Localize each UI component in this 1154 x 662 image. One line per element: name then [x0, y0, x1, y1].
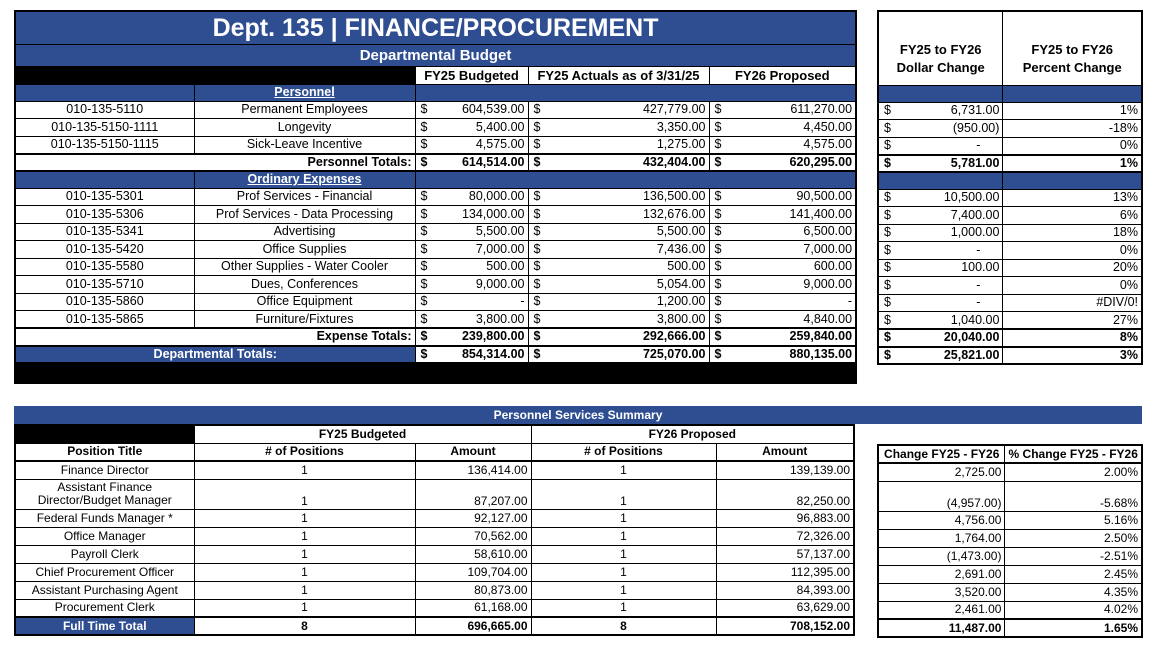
dollar-change: 6,731.00 [898, 102, 1003, 120]
fy25-budgeted-amount: - [435, 293, 528, 311]
position-pct-change: 2.50% [1005, 529, 1142, 547]
personnel-row [15, 136, 856, 154]
account-number: 010-135-5710 [15, 276, 194, 294]
footer-bar [15, 363, 856, 383]
dollar-change: (950.00) [898, 120, 1003, 138]
fy25-positions: 1 [194, 527, 415, 545]
dollar-sign: $ [528, 328, 548, 346]
dollar-change: 20,040.00 [898, 329, 1003, 347]
expenses-row [15, 258, 856, 276]
fy26-amount: 112,395.00 [716, 563, 854, 581]
account-number: 010-135-5860 [15, 293, 194, 311]
position-change-row [878, 481, 1142, 511]
section-spacer [415, 171, 856, 188]
percent-change: 20% [1003, 259, 1142, 277]
col-fy25-budgeted: FY25 Budgeted [415, 66, 528, 84]
section-spacer [878, 172, 1003, 189]
dollar-sign: $ [415, 276, 435, 294]
total-pct-change: 1.65% [1005, 619, 1142, 637]
personnel-change-row [878, 102, 1142, 120]
dollar-sign: $ [528, 223, 548, 241]
total-change: 11,487.00 [878, 619, 1005, 637]
dollar-change: 100.00 [898, 259, 1003, 277]
dollar-sign: $ [878, 259, 898, 277]
expenses-change-row [878, 189, 1142, 207]
total-fy26-amount: 708,152.00 [716, 617, 854, 635]
fy25-amount: 109,704.00 [415, 563, 531, 581]
expenses-row [15, 311, 856, 329]
position-title: Assistant Finance Director/Budget Manager [15, 479, 194, 509]
expenses-change-row [878, 294, 1142, 312]
fy26-proposed-amount: 4,450.00 [729, 119, 856, 137]
fy26-proposed-amount: 4,575.00 [729, 136, 856, 154]
fy26-amount: 63,629.00 [716, 599, 854, 617]
percent-change: 3% [1003, 347, 1142, 365]
personnel-section-label: Personnel [194, 84, 415, 101]
dollar-sign: $ [415, 223, 435, 241]
expenses-row [15, 188, 856, 206]
col-percent-change: FY25 to FY26 Percent Change [1003, 11, 1142, 85]
dollar-sign: $ [878, 102, 898, 120]
expenses-row [15, 276, 856, 294]
section-spacer [15, 84, 194, 101]
position-title: Office Manager [15, 527, 194, 545]
position-change: 2,725.00 [878, 463, 1005, 481]
dollar-sign: $ [528, 241, 548, 259]
fy25-actuals-amount: 427,779.00 [548, 101, 709, 119]
fy26-proposed-amount: 90,500.00 [729, 188, 856, 206]
dollar-sign: $ [709, 293, 729, 311]
total-fy26-positions: 8 [531, 617, 716, 635]
fy26-proposed-amount: 611,270.00 [729, 101, 856, 119]
section-spacer [1003, 172, 1142, 189]
dollar-sign: $ [709, 101, 729, 119]
fy26-amount: 82,250.00 [716, 479, 854, 509]
col-fy26-positions: # of Positions [531, 443, 716, 461]
dollar-sign: $ [528, 276, 548, 294]
position-change-row [878, 601, 1142, 619]
fy26-proposed-amount: 6,500.00 [729, 223, 856, 241]
expenses-change-row [878, 312, 1142, 330]
section-spacer [415, 84, 856, 101]
dollar-sign: $ [709, 206, 729, 224]
fy25-budgeted-amount: 4,575.00 [435, 136, 528, 154]
fy25-actuals-amount: 3,800.00 [548, 311, 709, 329]
account-number: 010-135-5580 [15, 258, 194, 276]
budget-subtitle: Departmental Budget [15, 44, 856, 66]
col-dollar-change: FY25 to FY26 Dollar Change [878, 11, 1003, 85]
fy25-budgeted-amount: 7,000.00 [435, 241, 528, 259]
dollar-sign: $ [528, 101, 548, 119]
fy26-positions: 1 [531, 509, 716, 527]
line-description: Other Supplies - Water Cooler [194, 258, 415, 276]
dollar-sign: $ [415, 119, 435, 137]
position-title: Chief Procurement Officer [15, 563, 194, 581]
percent-change: -18% [1003, 120, 1142, 138]
fy25-amount: 92,127.00 [415, 509, 531, 527]
fy26-proposed-amount: 259,840.00 [729, 328, 856, 346]
personnel-section-header [15, 84, 856, 101]
dollar-sign: $ [878, 189, 898, 207]
position-change: 1,764.00 [878, 529, 1005, 547]
dollar-sign: $ [528, 346, 548, 364]
expenses-row [15, 223, 856, 241]
percent-change: 6% [1003, 207, 1142, 225]
line-description: Office Supplies [194, 241, 415, 259]
position-title: Procurement Clerk [15, 599, 194, 617]
dollar-sign: $ [415, 154, 435, 172]
line-description: Longevity [194, 119, 415, 137]
departmental-change-total-row [878, 347, 1142, 365]
dollar-sign: $ [878, 329, 898, 347]
dollar-sign: $ [528, 293, 548, 311]
dollar-change: 25,821.00 [898, 347, 1003, 365]
dollar-change: 1,040.00 [898, 312, 1003, 330]
position-row [15, 545, 854, 563]
expenses-row [15, 206, 856, 224]
fy25-budgeted-amount: 5,400.00 [435, 119, 528, 137]
expenses-section-label: Ordinary Expenses [194, 171, 415, 188]
position-row [15, 527, 854, 545]
fy25-actuals-amount: 500.00 [548, 258, 709, 276]
percent-change: 1% [1003, 155, 1142, 173]
fy25-amount: 136,414.00 [415, 461, 531, 479]
position-title: Federal Funds Manager * [15, 509, 194, 527]
dollar-change: - [898, 277, 1003, 295]
col-fy25-positions: # of Positions [194, 443, 415, 461]
fy26-proposed-amount: 9,000.00 [729, 276, 856, 294]
fy25-amount: 87,207.00 [415, 479, 531, 509]
dollar-sign: $ [528, 188, 548, 206]
budget-footer-bar [15, 363, 856, 383]
position-title: Assistant Purchasing Agent [15, 581, 194, 599]
fy26-amount: 84,393.00 [716, 581, 854, 599]
fy25-budgeted-amount: 9,000.00 [435, 276, 528, 294]
col-fy26-amount: Amount [716, 443, 854, 461]
fy25-amount: 61,168.00 [415, 599, 531, 617]
account-number: 010-135-5150-1115 [15, 136, 194, 154]
fy25-actuals-amount: 5,500.00 [548, 223, 709, 241]
fy26-amount: 96,883.00 [716, 509, 854, 527]
dollar-sign: $ [528, 311, 548, 329]
dollar-change: 5,781.00 [898, 155, 1003, 173]
fy25-amount: 58,610.00 [415, 545, 531, 563]
percent-change: 13% [1003, 189, 1142, 207]
header-spacer [15, 66, 415, 84]
expenses-change-row [878, 259, 1142, 277]
dollar-sign: $ [878, 155, 898, 173]
expenses-total-label: Expense Totals: [15, 328, 415, 346]
fy26-positions: 1 [531, 563, 716, 581]
account-number: 010-135-5341 [15, 223, 194, 241]
account-number: 010-135-5150-1111 [15, 119, 194, 137]
fy25-actuals-amount: 132,676.00 [548, 206, 709, 224]
dollar-sign: $ [415, 136, 435, 154]
position-pct-change: 4.35% [1005, 583, 1142, 601]
account-number: 010-135-5420 [15, 241, 194, 259]
fy25-actuals-amount: 1,200.00 [548, 293, 709, 311]
position-change-row [878, 511, 1142, 529]
dollar-sign: $ [878, 137, 898, 155]
col-position-title: Position Title [15, 443, 194, 461]
expenses-change-row [878, 242, 1142, 260]
fy25-actuals-amount: 5,054.00 [548, 276, 709, 294]
dollar-sign: $ [415, 311, 435, 329]
dollar-sign: $ [709, 223, 729, 241]
fy26-positions: 1 [531, 581, 716, 599]
position-row [15, 581, 854, 599]
position-change-row [878, 547, 1142, 565]
departmental-total-label: Departmental Totals: [15, 346, 415, 364]
fy25-actuals-amount: 292,666.00 [548, 328, 709, 346]
position-change-row [878, 463, 1142, 481]
position-pct-change: 5.16% [1005, 511, 1142, 529]
fy25-positions: 1 [194, 509, 415, 527]
fy26-positions: 1 [531, 599, 716, 617]
expenses-section-header [15, 171, 856, 188]
page-title: Dept. 135 | FINANCE/PROCUREMENT [15, 11, 856, 44]
position-pct-change: 2.00% [1005, 463, 1142, 481]
position-change-row [878, 583, 1142, 601]
personnel-row [15, 101, 856, 119]
position-change: 4,756.00 [878, 511, 1005, 529]
col-change-fy25-fy26: Change FY25 - FY26 [878, 445, 1005, 463]
dollar-sign: $ [415, 101, 435, 119]
fy25-amount: 80,873.00 [415, 581, 531, 599]
position-row [15, 509, 854, 527]
section-spacer [878, 85, 1003, 102]
fy26-amount: 57,137.00 [716, 545, 854, 563]
fy26-proposed-amount: - [729, 293, 856, 311]
fy25-budgeted-amount: 239,800.00 [435, 328, 528, 346]
position-change: 3,520.00 [878, 583, 1005, 601]
fy25-positions: 1 [194, 563, 415, 581]
fy26-proposed-amount: 141,400.00 [729, 206, 856, 224]
position-change: 2,691.00 [878, 565, 1005, 583]
fy26-proposed-amount: 880,135.00 [729, 346, 856, 364]
account-number: 010-135-5865 [15, 311, 194, 329]
personnel-change-section-header [878, 85, 1142, 102]
dollar-sign: $ [415, 206, 435, 224]
fy25-budgeted-amount: 854,314.00 [435, 346, 528, 364]
dollar-sign: $ [415, 346, 435, 364]
fy25-budgeted-amount: 604,539.00 [435, 101, 528, 119]
dollar-sign: $ [415, 188, 435, 206]
percent-change: 18% [1003, 224, 1142, 242]
section-spacer [1003, 85, 1142, 102]
expenses-change-row [878, 224, 1142, 242]
account-number: 010-135-5110 [15, 101, 194, 119]
expenses-row [15, 293, 856, 311]
line-description: Prof Services - Data Processing [194, 206, 415, 224]
percent-change: 27% [1003, 312, 1142, 330]
dollar-sign: $ [709, 258, 729, 276]
expenses-change-total-row [878, 329, 1142, 347]
line-description: Furniture/Fixtures [194, 311, 415, 329]
fy25-actuals-amount: 432,404.00 [548, 154, 709, 172]
dollar-sign: $ [878, 294, 898, 312]
position-change: (4,957.00) [878, 481, 1005, 511]
total-fy25-amount: 696,665.00 [415, 617, 531, 635]
dollar-sign: $ [878, 277, 898, 295]
col-fy26-proposed: FY26 Proposed [709, 66, 856, 84]
fy26-proposed-amount: 7,000.00 [729, 241, 856, 259]
dollar-sign: $ [528, 258, 548, 276]
group-fy26-proposed: FY26 Proposed [531, 425, 854, 443]
fy26-positions: 1 [531, 545, 716, 563]
position-pct-change: 2.45% [1005, 565, 1142, 583]
position-row [15, 479, 854, 509]
fy25-positions: 1 [194, 599, 415, 617]
position-row [15, 599, 854, 617]
fy26-positions: 1 [531, 479, 716, 509]
expenses-change-section-header [878, 172, 1142, 189]
account-number: 010-135-5301 [15, 188, 194, 206]
departmental-budget-table [14, 10, 857, 384]
dollar-sign: $ [709, 188, 729, 206]
fy26-proposed-amount: 620,295.00 [729, 154, 856, 172]
fy25-actuals-amount: 136,500.00 [548, 188, 709, 206]
fy25-positions: 1 [194, 461, 415, 479]
fy25-budgeted-amount: 80,000.00 [435, 188, 528, 206]
summary-change-table [877, 444, 1143, 638]
position-change-row [878, 529, 1142, 547]
fy26-amount: 139,139.00 [716, 461, 854, 479]
dollar-sign: $ [878, 242, 898, 260]
personnel-change-row [878, 120, 1142, 138]
col-fy25-actuals: FY25 Actuals as of 3/31/25 [528, 66, 709, 84]
percent-change: 0% [1003, 277, 1142, 295]
position-title: Finance Director [15, 461, 194, 479]
personnel-services-summary-title: Personnel Services Summary [14, 406, 1142, 424]
dollar-sign: $ [528, 154, 548, 172]
dollar-change: - [898, 242, 1003, 260]
line-description: Prof Services - Financial [194, 188, 415, 206]
personnel-change-row [878, 137, 1142, 155]
line-description: Permanent Employees [194, 101, 415, 119]
position-row [15, 563, 854, 581]
position-change-row [878, 565, 1142, 583]
fy26-proposed-amount: 600.00 [729, 258, 856, 276]
percent-change: 1% [1003, 102, 1142, 120]
dollar-sign: $ [878, 312, 898, 330]
group-fy25-budgeted: FY25 Budgeted [194, 425, 531, 443]
dollar-sign: $ [709, 136, 729, 154]
expenses-change-row [878, 207, 1142, 225]
dollar-change: 1,000.00 [898, 224, 1003, 242]
personnel-services-summary-table [14, 424, 855, 636]
dollar-sign: $ [709, 154, 729, 172]
personnel-change-total-row [878, 155, 1142, 173]
fy26-positions: 1 [531, 461, 716, 479]
fy25-amount: 70,562.00 [415, 527, 531, 545]
line-description: Dues, Conferences [194, 276, 415, 294]
full-time-change-total-row [878, 619, 1142, 637]
col-pct-change-fy25-fy26: % Change FY25 - FY26 [1005, 445, 1142, 463]
departmental-total-row [15, 346, 856, 364]
fy25-positions: 1 [194, 545, 415, 563]
position-title: Payroll Clerk [15, 545, 194, 563]
position-pct-change: -5.68% [1005, 481, 1142, 511]
fy25-budgeted-amount: 5,500.00 [435, 223, 528, 241]
col-fy25-amount: Amount [415, 443, 531, 461]
dollar-sign: $ [415, 241, 435, 259]
personnel-total-label: Personnel Totals: [15, 154, 415, 172]
fy25-positions: 1 [194, 479, 415, 509]
section-spacer [15, 171, 194, 188]
dollar-change: - [898, 294, 1003, 312]
dollar-sign: $ [528, 119, 548, 137]
dollar-sign: $ [709, 241, 729, 259]
fy25-budgeted-amount: 500.00 [435, 258, 528, 276]
dollar-sign: $ [709, 311, 729, 329]
percent-change: 0% [1003, 137, 1142, 155]
dollar-sign: $ [709, 119, 729, 137]
dollar-sign: $ [878, 207, 898, 225]
expenses-total-row [15, 328, 856, 346]
position-pct-change: 4.02% [1005, 601, 1142, 619]
dollar-sign: $ [528, 136, 548, 154]
fy25-budgeted-amount: 3,800.00 [435, 311, 528, 329]
fy25-actuals-amount: 7,436.00 [548, 241, 709, 259]
dollar-sign: $ [415, 328, 435, 346]
fy25-actuals-amount: 725,070.00 [548, 346, 709, 364]
dollar-sign: $ [709, 328, 729, 346]
expenses-row [15, 241, 856, 259]
percent-change: 0% [1003, 242, 1142, 260]
fy-change-table [877, 10, 1143, 365]
percent-change: 8% [1003, 329, 1142, 347]
dollar-sign: $ [878, 120, 898, 138]
dollar-sign: $ [878, 347, 898, 365]
fy25-budgeted-amount: 614,514.00 [435, 154, 528, 172]
line-description: Advertising [194, 223, 415, 241]
dollar-sign: $ [415, 293, 435, 311]
dollar-change: 7,400.00 [898, 207, 1003, 225]
fy25-actuals-amount: 3,350.00 [548, 119, 709, 137]
full-time-total-row [15, 617, 854, 635]
expenses-change-row [878, 277, 1142, 295]
total-fy25-positions: 8 [194, 617, 415, 635]
dollar-sign: $ [709, 346, 729, 364]
full-time-total-label: Full Time Total [15, 617, 194, 635]
percent-change: #DIV/0! [1003, 294, 1142, 312]
fy26-positions: 1 [531, 527, 716, 545]
dollar-sign: $ [709, 276, 729, 294]
position-row [15, 461, 854, 479]
position-change: 2,461.00 [878, 601, 1005, 619]
position-change: (1,473.00) [878, 547, 1005, 565]
dollar-change: 10,500.00 [898, 189, 1003, 207]
dollar-sign: $ [415, 258, 435, 276]
dollar-change: - [898, 137, 1003, 155]
fy25-positions: 1 [194, 581, 415, 599]
personnel-total-row [15, 154, 856, 172]
personnel-row [15, 119, 856, 137]
line-description: Office Equipment [194, 293, 415, 311]
fy26-amount: 72,326.00 [716, 527, 854, 545]
dollar-sign: $ [528, 206, 548, 224]
account-number: 010-135-5306 [15, 206, 194, 224]
line-description: Sick-Leave Incentive [194, 136, 415, 154]
summary-header-spacer [15, 425, 194, 443]
dollar-sign: $ [878, 224, 898, 242]
fy26-proposed-amount: 4,840.00 [729, 311, 856, 329]
fy25-budgeted-amount: 134,000.00 [435, 206, 528, 224]
fy25-actuals-amount: 1,275.00 [548, 136, 709, 154]
position-pct-change: -2.51% [1005, 547, 1142, 565]
